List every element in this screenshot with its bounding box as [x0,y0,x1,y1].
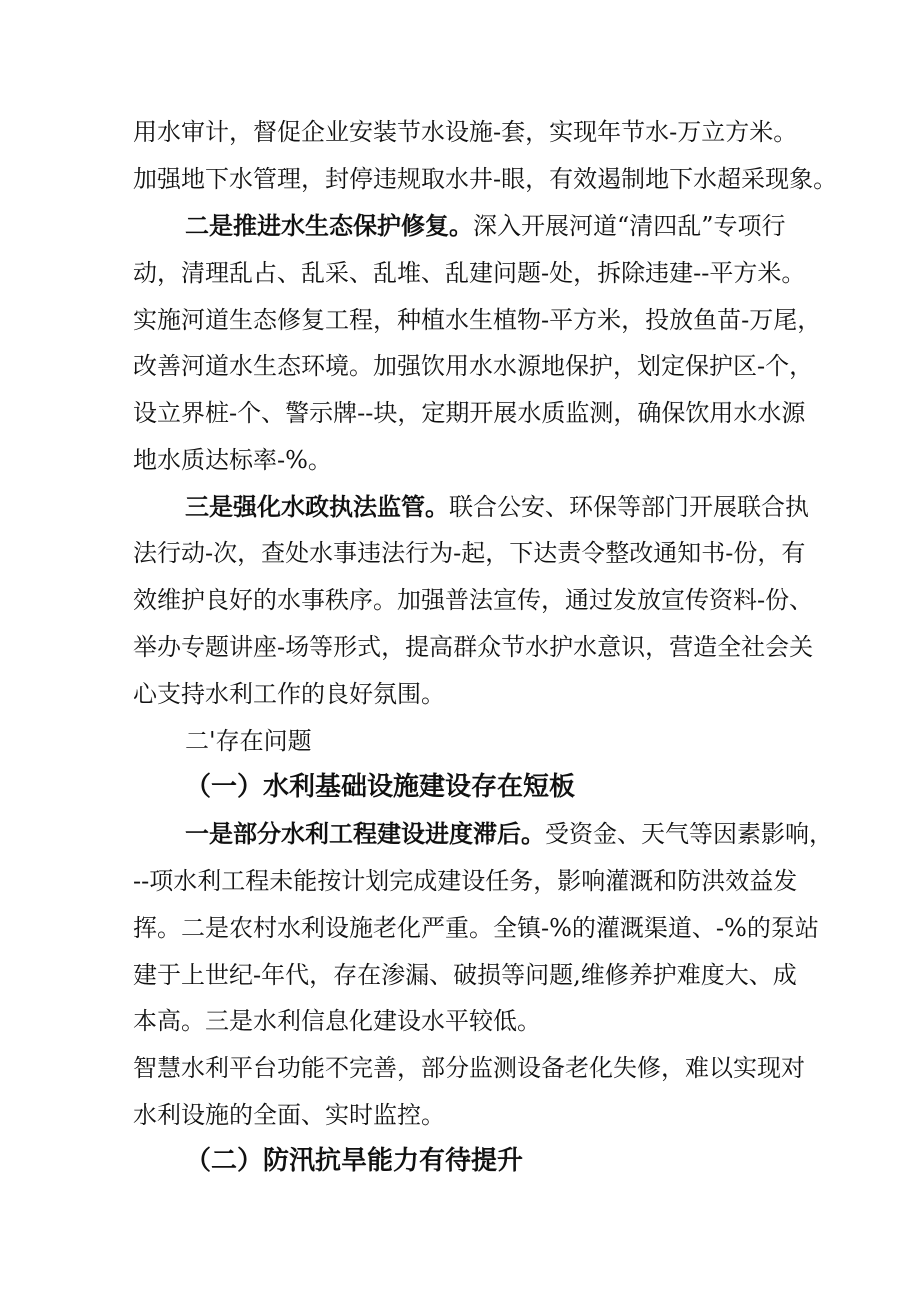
line-text: 用水审计，督促企业安装节水设施-套，实现年节水-万立方米。 [133,118,798,146]
paragraph-line [0,346,920,386]
line-text: 效维护良好的水事秩序。加强普法宣传，通过发放宣传资料-份、 [133,586,814,614]
paragraph-line [0,487,920,527]
paragraph-line [0,1095,920,1135]
paragraph-line [0,861,920,901]
paragraph-line [0,159,920,199]
subsection-heading [0,767,920,807]
paragraph-line [0,206,920,246]
bold-lead-text: 一是部分水利工程建设进度滞后。 [185,819,545,848]
line-text: --项水利工程未能按计划完成建设任务，影响灌溉和防洪效益发 [133,867,798,895]
paragraph-line [0,955,920,995]
paragraph-line [0,300,920,340]
paragraph-line [0,440,920,480]
line-text: 地水质达标率-%。 [133,446,332,474]
line-text: 本高。三是水利信息化建设水平较低。 [133,1007,541,1035]
line-text: 加强地下水管理，封停违规取水井-眼，有效遏制地下水超采现象。 [133,165,838,193]
paragraph-line [0,674,920,714]
line-text: 动，清理乱占、乱采、乱堆、乱建问题-处，拆除违建--平方米。 [133,259,806,287]
subsection-heading [0,1141,920,1181]
bold-lead-text: 二是推进水生态保护修复。 [185,211,473,240]
line-text: 法行动-次，查处水事违法行为-起，下达责令整改通知书-份，有 [133,539,806,567]
paragraph-line [0,533,920,573]
paragraph-line [0,253,920,293]
heading-text: 二'存在问题 [185,727,312,755]
line-text: 挥。二是农村水利设施老化严重。全镇-%的灌溉渠道、-%的泵站 [133,914,819,942]
heading-text: （一）水利基础设施建设存在短板 [185,772,576,802]
line-text: 水利设施的全面、实时监控。 [133,1101,445,1129]
paragraph-line [0,1001,920,1041]
paragraph-line [0,627,920,667]
line-text: 举办专题讲座-场等形式，提高群众节水护水意识，营造全社会关 [133,633,814,661]
paragraph-line [0,112,920,152]
bold-lead-text: 三是强化水政执法监管。 [185,492,449,521]
line-text: 深入开展河道“清四乱”专项行 [473,212,786,240]
line-text: 心支持水利工作的良好氛围。 [133,680,445,708]
paragraph-line [0,580,920,620]
line-text: 受资金、天气等因素影响， [545,820,833,848]
line-text: 智慧水利平台功能不完善，部分监测设备老化失修，难以实现对 [133,1054,805,1082]
paragraph-line [0,393,920,433]
line-text: 改善河道水生态环境。加强饮用水水源地保护，划定保护区-个， [133,352,814,380]
section-heading [0,721,920,761]
line-text: 联合公安、环保等部门开展联合执 [449,493,809,521]
line-text: 设立界桩-个、警示牌--块，定期开展水质监测，确保饮用水水源 [133,399,806,427]
line-text: 建于上世纪-年代，存在渗漏、破损等问题,维修养护难度大、成 [133,961,797,989]
heading-text: （二）防汛抗旱能力有待提升 [185,1146,524,1176]
line-text: 实施河道生态修复工程，种植水生植物-平方米，投放鱼苗-万尾， [133,306,822,334]
paragraph-line [0,1048,920,1088]
paragraph-line [0,908,920,948]
paragraph-line [0,814,920,854]
